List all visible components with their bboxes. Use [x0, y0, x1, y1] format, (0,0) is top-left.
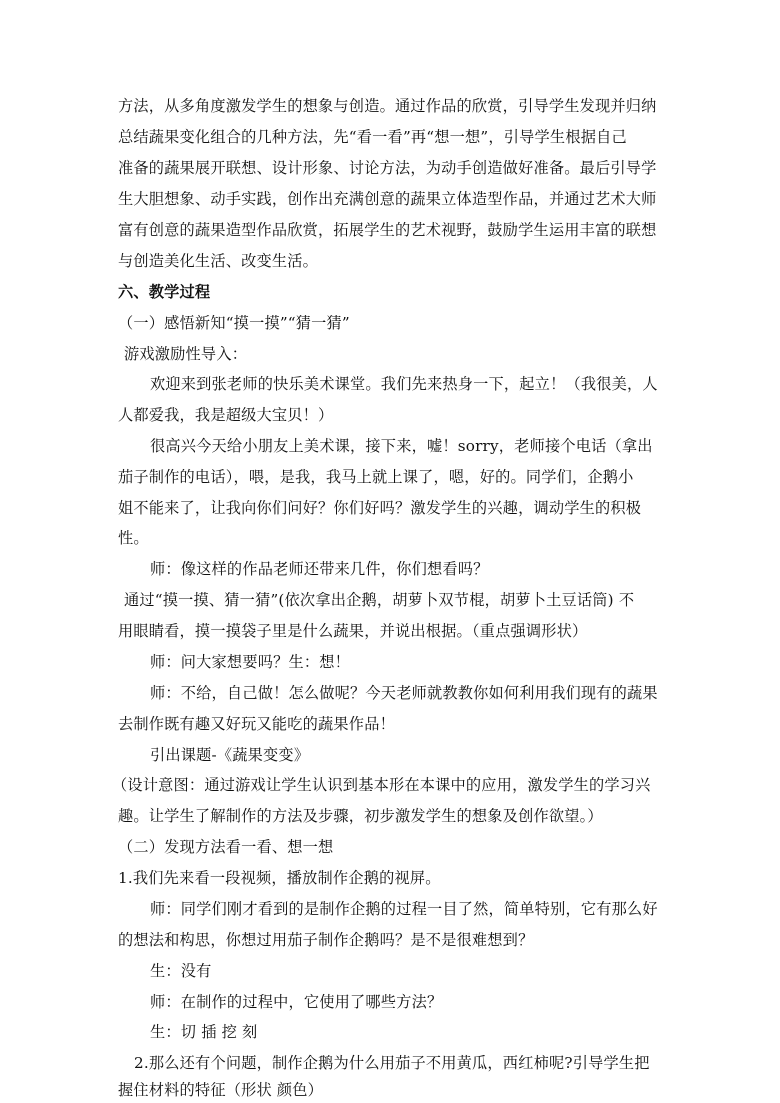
- paragraph-line: 1.我们先来看一段视频，播放制作企鹅的视屏。: [118, 869, 441, 887]
- paragraph-line: 茄子制作的电话），喂，是我，我马上就上课了，嗯，好的。同学们，企鹅小: [118, 468, 634, 486]
- paragraph-line: 引出课题-《蔬果变变》: [150, 746, 310, 764]
- subsection-heading: （二）发现方法看一看、想一想: [118, 838, 334, 856]
- paragraph-line: 总结蔬果变化组合的几种方法，先“看一看”再“想一想”，引导学生根据自己: [118, 128, 627, 146]
- paragraph-line: 生大胆想象、动手实践，创作出充满创意的蔬果立体造型作品，并通过艺术大师: [118, 190, 657, 208]
- paragraph-line: 人都爱我，我是超级大宝贝！）: [118, 406, 334, 424]
- paragraph-line: 生：没有: [150, 962, 212, 980]
- paragraph-line: 师：问大家想要吗？生：想！: [150, 653, 351, 671]
- paragraph-line: 通过“摸一摸、猜一猜”(依次拿出企鹅，胡萝卜双节棍，胡萝卜土豆话筒) 不: [124, 591, 635, 609]
- paragraph-line: 师：在制作的过程中，它使用了哪些方法？: [150, 993, 443, 1011]
- paragraph-line: 的想法和构思，你想过用茄子制作企鹅吗？是不是很难想到？: [118, 931, 534, 949]
- paragraph-line: 师：同学们刚才看到的是制作企鹅的过程一目了然，简单特别，它有那么好: [150, 900, 658, 918]
- paragraph-line: 与创造美化生活、改变生活。: [118, 252, 319, 270]
- paragraph-line: 很高兴今天给小朋友上美术课，接下来，嘘！sorry，老师接个电话（拿出: [150, 437, 653, 455]
- paragraph-line: 富有创意的蔬果造型作品欣赏，拓展学生的艺术视野，鼓励学生运用丰富的联想: [118, 221, 657, 239]
- paragraph-line: 去制作既有趣又好玩又能吃的蔬果作品！: [118, 715, 395, 733]
- paragraph-line: 师：像这样的作品老师还带来几件，你们想看吗？: [150, 560, 489, 578]
- subsection-heading: （一）感悟新知“摸一摸”“猜一猜”: [118, 314, 350, 332]
- paragraph-line: （设计意图：通过游戏让学生认识到基本形在本课中的应用，激发学生的学习兴: [112, 776, 651, 794]
- section-heading: 六、教学过程: [118, 283, 211, 301]
- paragraph-line: 游戏激励性导入：: [124, 345, 248, 363]
- paragraph-line: 准备的蔬果展开联想、设计形象、讨论方法，为动手创造做好准备。最后引导学: [118, 159, 657, 177]
- paragraph-line: 用眼睛看，摸一摸袋子里是什么蔬果，并说出根据。（重点强调形状）: [118, 622, 588, 640]
- paragraph-line: 生：切 插 挖 刻: [150, 1023, 258, 1041]
- paragraph-line: 握住材料的特征（形状 颜色）: [118, 1081, 324, 1099]
- paragraph-line: 2.那么还有个问题，制作企鹅为什么用茄子不用黄瓜，西红柿呢?引导学生把: [134, 1054, 650, 1072]
- paragraph-line: 欢迎来到张老师的快乐美术课堂。我们先来热身一下，起立！（我很美，人: [150, 375, 658, 393]
- paragraph-line: 姐不能来了，让我向你们问好？你们好吗？激发学生的兴趣，调动学生的积极: [118, 499, 642, 517]
- paragraph-line: 性。: [118, 529, 149, 547]
- paragraph-line: 师：不给，自己做！怎么做呢？今天老师就教教你如何利用我们现有的蔬果: [150, 684, 658, 702]
- paragraph-line: 方法，从多角度激发学生的想象与创造。通过作品的欣赏，引导学生发现并归纳: [118, 97, 657, 115]
- paragraph-line: 趣。让学生了解制作的方法及步骤，初步激发学生的想象及创作欲望。）: [118, 807, 603, 825]
